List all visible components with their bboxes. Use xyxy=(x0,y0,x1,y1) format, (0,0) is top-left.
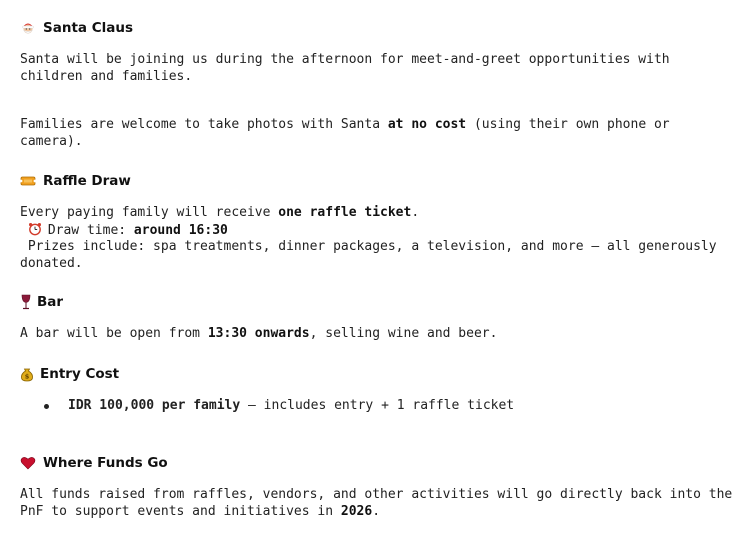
funds-line2-bold: 2026 xyxy=(340,503,373,519)
bullet-dot xyxy=(44,404,49,409)
funds-heading-text: Where Funds Go xyxy=(43,455,168,471)
bar-section-heading xyxy=(20,293,63,311)
svg-text:$: $ xyxy=(24,372,30,381)
draw-time-value: around 16:30 xyxy=(133,222,228,238)
santa-p2-line2: camera). xyxy=(20,133,83,149)
raffle-intro xyxy=(20,205,626,222)
santa-paragraph-1 xyxy=(20,52,670,85)
heart-icon xyxy=(20,455,36,471)
raffle-prizes-line2: donated. xyxy=(20,255,83,271)
entry-cost-rest: – includes entry + 1 raffle ticket xyxy=(240,398,515,413)
wine-glass-icon xyxy=(20,294,32,310)
raffle-block xyxy=(20,205,717,272)
raffle-prizes-line1 xyxy=(20,239,717,256)
raffle-heading-text: Raffle Draw xyxy=(43,173,131,189)
santa-face-icon xyxy=(20,20,36,36)
santa-section-heading xyxy=(20,19,133,37)
bar-text-post: , selling wine and beer. xyxy=(309,326,498,341)
funds-section-heading xyxy=(20,454,168,472)
santa-p1-line1: Santa will be joining us during the afternoon for meet-and-greet opportunities with xyxy=(20,52,670,67)
funds-line1: All funds raised from raffles, vendors, and other activities will go directly back into the xyxy=(20,487,732,502)
bar-text-pre: A bar will be open from xyxy=(20,326,208,341)
santa-p1-line2: children and families. xyxy=(20,68,193,84)
raffle-intro-post: . xyxy=(411,205,420,220)
santa-paragraph-2 xyxy=(20,117,670,150)
raffle-intro-bold: one raffle ticket xyxy=(278,205,412,220)
bar-paragraph xyxy=(20,326,626,343)
money-bag-icon xyxy=(20,366,34,382)
alarm-clock-icon xyxy=(28,222,42,236)
santa-p2-bold: at no cost xyxy=(387,117,467,132)
entry-cost-text xyxy=(68,398,514,415)
raffle-intro-pre: Every paying family will receive xyxy=(20,205,279,220)
funds-line2-post: . xyxy=(372,503,381,519)
entry-section-heading xyxy=(20,365,119,383)
entry-cost-bold: IDR 100,000 per family xyxy=(68,398,241,413)
raffle-draw-time xyxy=(20,222,626,240)
bar-heading-text: Bar xyxy=(37,294,64,310)
ticket-icon xyxy=(20,173,36,189)
funds-line2-pre: PnF to support events and initiatives in xyxy=(20,503,341,519)
santa-p2-post: (using their own phone or xyxy=(466,117,670,132)
santa-heading-text: Santa Claus xyxy=(43,20,133,36)
prizes-text-1: Prizes include: spa treatments, dinner packages, a television, and more – all generously xyxy=(27,239,717,254)
entry-heading-text: Entry Cost xyxy=(40,366,120,382)
santa-p2-pre: Families are welcome to take photos with Santa xyxy=(20,117,388,132)
bar-text-bold: 13:30 onwards xyxy=(207,326,310,341)
draw-time-label: Draw time: xyxy=(47,222,134,238)
funds-paragraph xyxy=(20,487,732,520)
raffle-section-heading xyxy=(20,172,131,190)
